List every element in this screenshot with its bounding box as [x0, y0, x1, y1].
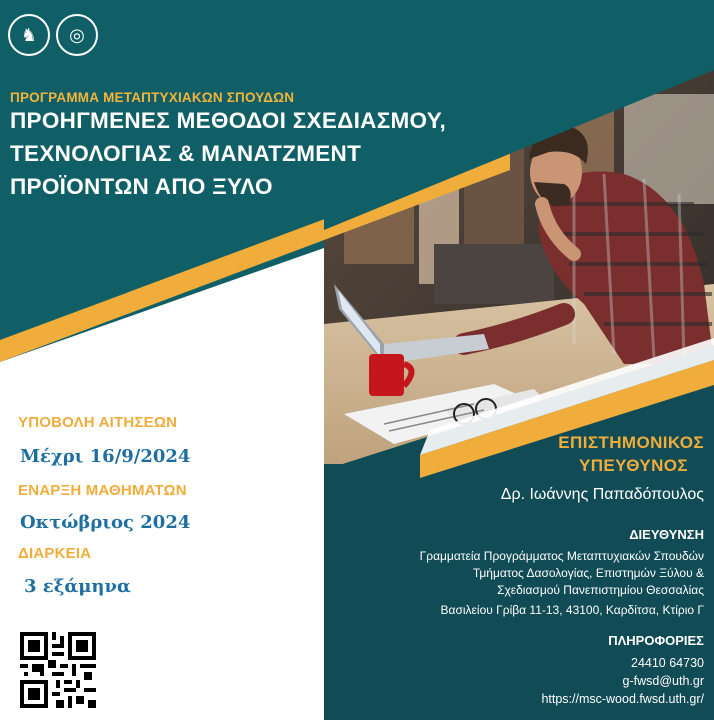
qr-code-icon — [20, 632, 96, 708]
program-label: ΠΡΟΓΡΑΜΜΑ ΜΕΤΑΠΤΥΧΙΑΚΩΝ ΣΠΟΥΔΩΝ — [10, 90, 295, 105]
contact-email[interactable]: g-fwsd@uth.gr — [622, 674, 704, 688]
contact-label: ΠΛΗΡΟΦΟΡΙΕΣ — [608, 633, 704, 648]
start-label: ΕΝΑΡΞΗ ΜΑΘΗΜΑΤΩΝ — [18, 482, 187, 499]
supervisor-name: Δρ. Ιωάννης Παπαδόπουλος — [500, 486, 704, 503]
address-line-2: Τμήματος Δασολογίας, Επιστημών Ξύλου & — [472, 566, 704, 580]
applications-value: Μέχρι 16/9/2024 — [20, 446, 191, 467]
address-label: ΔΙΕΥΘΥΝΣΗ — [629, 527, 704, 542]
duration-value: 3 εξάμηνα — [24, 576, 131, 597]
address-line-3: Σχεδιασμού Πανεπιστημίου Θεσσαλίας — [497, 583, 704, 597]
start-value: Οκτώβριος 2024 — [20, 512, 191, 533]
title-line-1: ΠΡΟΗΓΜΕΝΕΣ ΜΕΘΟΔΟΙ ΣΧΕΔΙΑΣΜΟΥ, — [10, 108, 447, 133]
title-line-2: ΤΕΧΝΟΛΟΓΙΑΣ & ΜΑΝΑΤΖΜΕΝΤ — [10, 141, 362, 166]
qr-code[interactable] — [20, 632, 96, 708]
contact-phone[interactable]: 24410 64730 — [631, 656, 704, 670]
applications-label: ΥΠΟΒΟΛΗ ΑΙΤΗΣΕΩΝ — [18, 414, 178, 431]
supervisor-label-1: ΕΠΙΣΤΗΜΟΝΙΚΟΣ — [558, 433, 704, 452]
supervisor-label-2: ΥΠΕΥΘΥΝΟΣ — [578, 456, 688, 475]
university-logo — [8, 14, 50, 56]
duration-label: ΔΙΑΡΚΕΙΑ — [18, 545, 92, 562]
contact-website[interactable]: https://msc-wood.fwsd.uth.gr/ — [541, 692, 704, 706]
department-logo — [56, 14, 98, 56]
title-line-3: ΠΡΟΪΟΝΤΩΝ ΑΠΟ ΞΥΛΟ — [10, 174, 273, 199]
university-seal-icon: ♞ — [20, 24, 38, 45]
address-line-4: Βασιλείου Γρίβα 11-13, 43100, Καρδίτσα, Κτίριο Γ — [440, 603, 704, 617]
address-line-1: Γραμματεία Προγράμματος Μεταπτυχιακών Σπουδών — [419, 549, 704, 563]
wood-rings-icon: ◎ — [69, 24, 85, 45]
